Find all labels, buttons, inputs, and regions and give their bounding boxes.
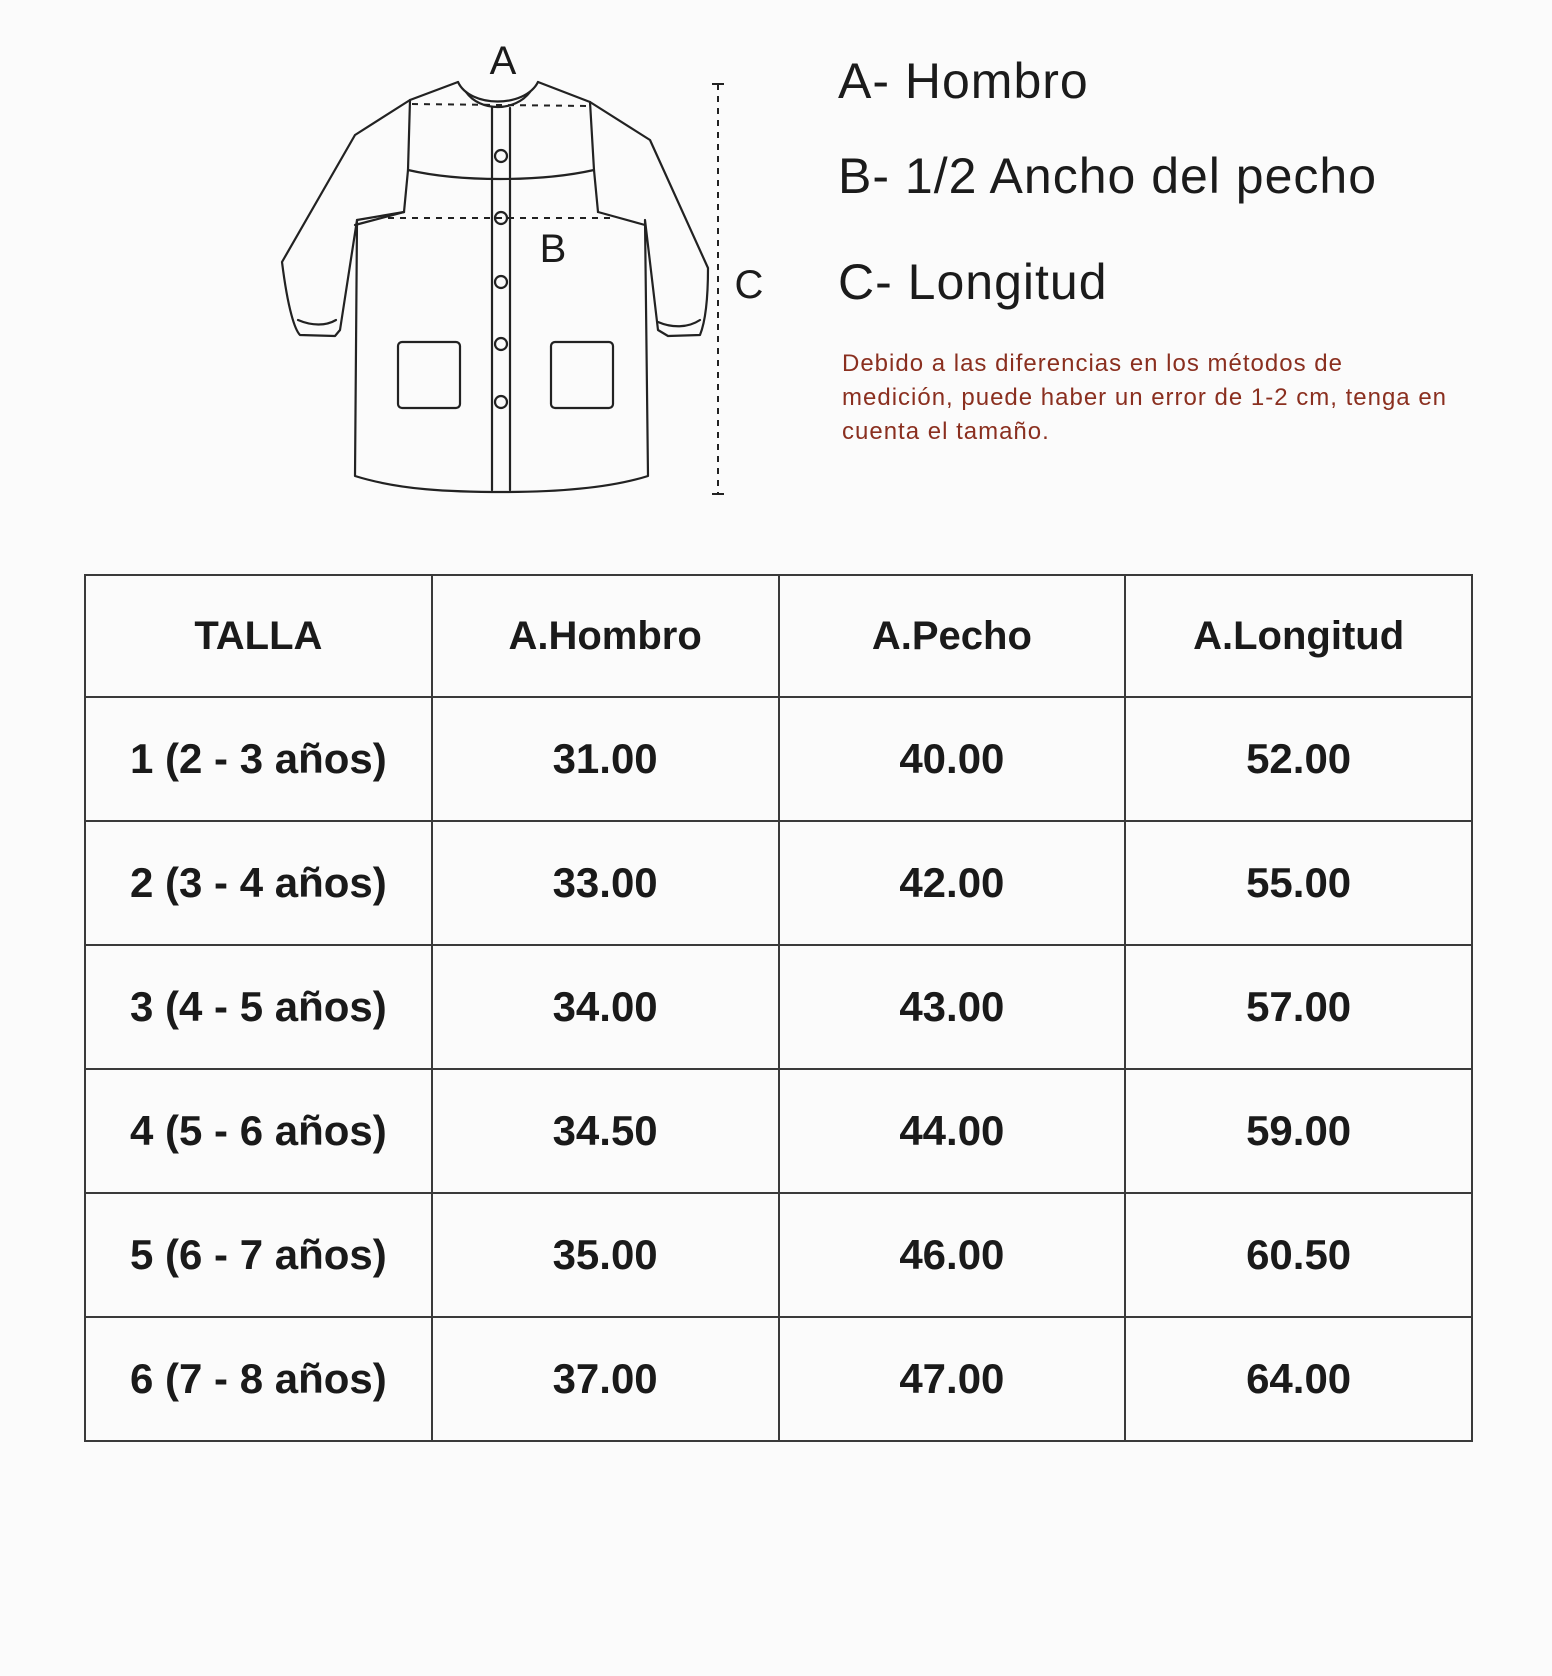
cell-longitud: 64.00 [1125, 1317, 1472, 1441]
cell-pecho: 46.00 [779, 1193, 1126, 1317]
label-b: B [539, 227, 567, 271]
header-pecho: A.Pecho [779, 575, 1126, 697]
table-row [85, 1193, 1472, 1317]
cell-longitud: 55.00 [1125, 821, 1472, 945]
cell-talla: 6 (7 - 8 años) [85, 1317, 432, 1441]
cell-longitud: 52.00 [1125, 697, 1472, 821]
cell-hombro: 31.00 [432, 697, 779, 821]
cell-pecho: 42.00 [779, 821, 1126, 945]
label-a: A [489, 39, 517, 83]
cell-hombro: 34.50 [432, 1069, 779, 1193]
right-pocket [551, 342, 613, 408]
cell-longitud: 57.00 [1125, 945, 1472, 1069]
garment-outline [282, 82, 708, 492]
header-talla: TALLA [85, 575, 432, 697]
cell-pecho: 44.00 [779, 1069, 1126, 1193]
shoulder-measure-line [412, 104, 590, 106]
table-row [85, 945, 1472, 1069]
table-row [85, 1069, 1472, 1193]
legend-longitud: C- Longitud [838, 254, 1108, 310]
cell-hombro: 33.00 [432, 821, 779, 945]
legend-ancho-pecho: B- 1/2 Ancho del pecho [838, 148, 1378, 204]
left-pocket [398, 342, 460, 408]
cell-hombro: 37.00 [432, 1317, 779, 1441]
cell-pecho: 43.00 [779, 945, 1126, 1069]
cell-talla: 5 (6 - 7 años) [85, 1193, 432, 1317]
collar [458, 82, 538, 102]
table-row [85, 697, 1472, 821]
size-table [84, 574, 1473, 1442]
header-longitud: A.Longitud [1125, 575, 1472, 697]
cell-talla: 3 (4 - 5 años) [85, 945, 432, 1069]
legend-hombro: A- Hombro [838, 53, 1089, 109]
cell-pecho: 40.00 [779, 697, 1126, 821]
table-header-row [85, 575, 1472, 697]
cell-hombro: 35.00 [432, 1193, 779, 1317]
table-row [85, 1317, 1472, 1441]
cell-longitud: 60.50 [1125, 1193, 1472, 1317]
cell-talla: 2 (3 - 4 años) [85, 821, 432, 945]
cell-talla: 1 (2 - 3 años) [85, 697, 432, 821]
cell-hombro: 34.00 [432, 945, 779, 1069]
table-row [85, 821, 1472, 945]
label-c: C [734, 263, 764, 307]
measurement-note: Debido a las diferencias en los métodos de medición, puede haber un error de 1-2 cm, tenga en cuenta el tamaño. [842, 350, 1448, 445]
garment-diagram [0, 0, 800, 520]
header-hombro: A.Hombro [432, 575, 779, 697]
cell-longitud: 59.00 [1125, 1069, 1472, 1193]
cell-pecho: 47.00 [779, 1317, 1126, 1441]
cell-talla: 4 (5 - 6 años) [85, 1069, 432, 1193]
